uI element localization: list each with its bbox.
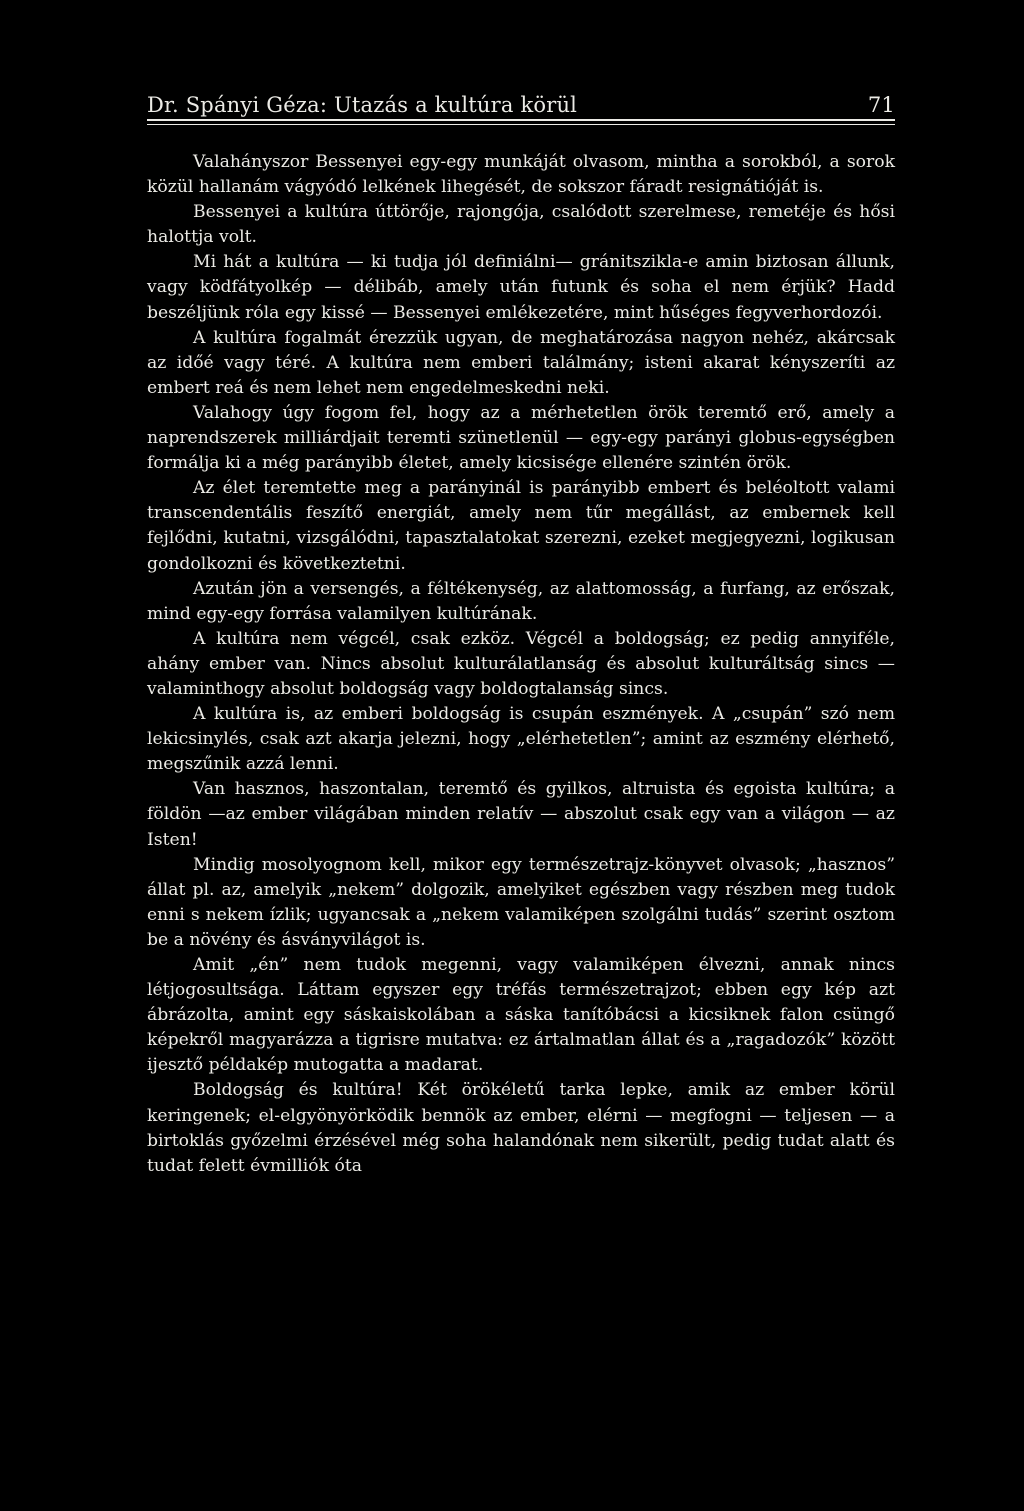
paragraph: Boldogság és kultúra! Két örökéletű tarka lepke, amik az ember körül keringenek; el-elgyönyörködik bennök az ember, elérni — megfogni — teljesen — a birtoklás győzelmi érzésével még soha halandónak nem sikerült, pedig tudat alatt és tudat felett évmilliók óta: [147, 1080, 895, 1176]
book-page: [147, 92, 895, 1179]
paragraph: Mi hát a kultúra — ki tudja jól definiálni— gránitszikla-e amin biztosan állunk, vagy ködfátyolkép — délibáb, amely után futunk és soha el nem érjük? Hadd beszéljünk róla egy kissé — Bessenyei emlékezetére, mint hűséges fegyverhordozói.: [147, 252, 895, 323]
paragraph: Amit „én” nem tudok megenni, vagy valamiképen élvezni, annak nincs létjogosultsága. Láttam egyszer egy tréfás természetrajzot; ebben egy kép azt ábrázolta, amint egy sáskaiskolában a sáska tanítóbácsi a kicsiknek falon csüngő képekről magyarázza a tigrisre mutatva: ez ártalmatlan állat és a „ragadozók” között ijesztő példakép mutogatta a madarat.: [147, 955, 895, 1076]
running-title: Dr. Spányi Géza: Utazás a kultúra körül: [147, 93, 578, 117]
page-number: 71: [867, 93, 895, 117]
paragraph: A kultúra nem végcél, csak ezköz. Végcél a boldogság; ez pedig annyiféle, ahány ember van. Nincs absolut kulturálatlanság és absolut kulturáltság sincs — valaminthogy absolut boldogság vagy boldogtalanság sincs.: [147, 628, 895, 699]
paragraph: Bessenyei a kultúra úttörője, rajongója, csalódott szerelmese, remetéje és hősi halottja volt.: [147, 202, 895, 248]
paragraph: Van hasznos, haszontalan, teremtő és gyilkos, altruista és egoista kultúra; a földön —az ember világában minden relatív — abszolut csak egy van a világon — az Isten!: [147, 779, 895, 850]
header-rule: [147, 124, 895, 125]
paragraph: A kultúra is, az emberi boldogság is csupán eszmények. A „csupán” szó nem lekicsinylés, csak azt akarja jelezni, hogy „elérhetetlen”; amint az eszmény elérhető, megszűnik azzá lenni.: [147, 704, 895, 775]
paragraph: A kultúra fogalmát érezzük ugyan, de meghatározása nagyon nehéz, akárcsak az időé vagy téré. A kultúra nem emberi találmány; isteni akarat kényszeríti az embert reá és nem lehet nem engedelmeskedni neki.: [147, 327, 895, 398]
paragraph: Valahányszor Bessenyei egy-egy munkáját olvasom, mintha a sorokból, a sorok közül hallanám vágyódó lelkének lihegését, de sokszor fáradt resignátióját is.: [147, 152, 895, 198]
body-text: [147, 150, 895, 1179]
paragraph: Valahogy úgy fogom fel, hogy az a mérhetetlen örök teremtő erő, amely a naprendszerek milliárdjait teremti szünetlenül — egy-egy parányi globus-egységben formálja ki a még parányibb életet, amely kicsisége ellenére szintén örök.: [147, 402, 895, 474]
paragraph: Mindig mosolyognom kell, mikor egy természetrajz-könyvet olvasok; „hasznos” állat pl. az, amelyik „nekem” dolgozik, amelyiket egészben vagy részben meg tudok enni s nekem ízlik; ugyancsak a „nekem valamiképen szolgálni tudás” szerint osztom be a növény és ásványvilágot is.: [147, 854, 895, 950]
paragraph: Az élet teremtette meg a parányinál is parányibb embert és beléoltott valami transcendentális feszítő energiát, amely nem tűr megállást, az embernek kell fejlődni, kutatni, vizsgálódni, tapasztalatokat szerezni, ezeket megjegyezni, logikusan gondolkozni és következtetni.: [147, 478, 895, 574]
paragraph: Azután jön a versengés, a féltékenység, az alattomosság, a furfang, az erőszak, mind egy-egy forrása valamilyen kultúrának.: [147, 578, 895, 624]
running-head: [147, 92, 895, 121]
